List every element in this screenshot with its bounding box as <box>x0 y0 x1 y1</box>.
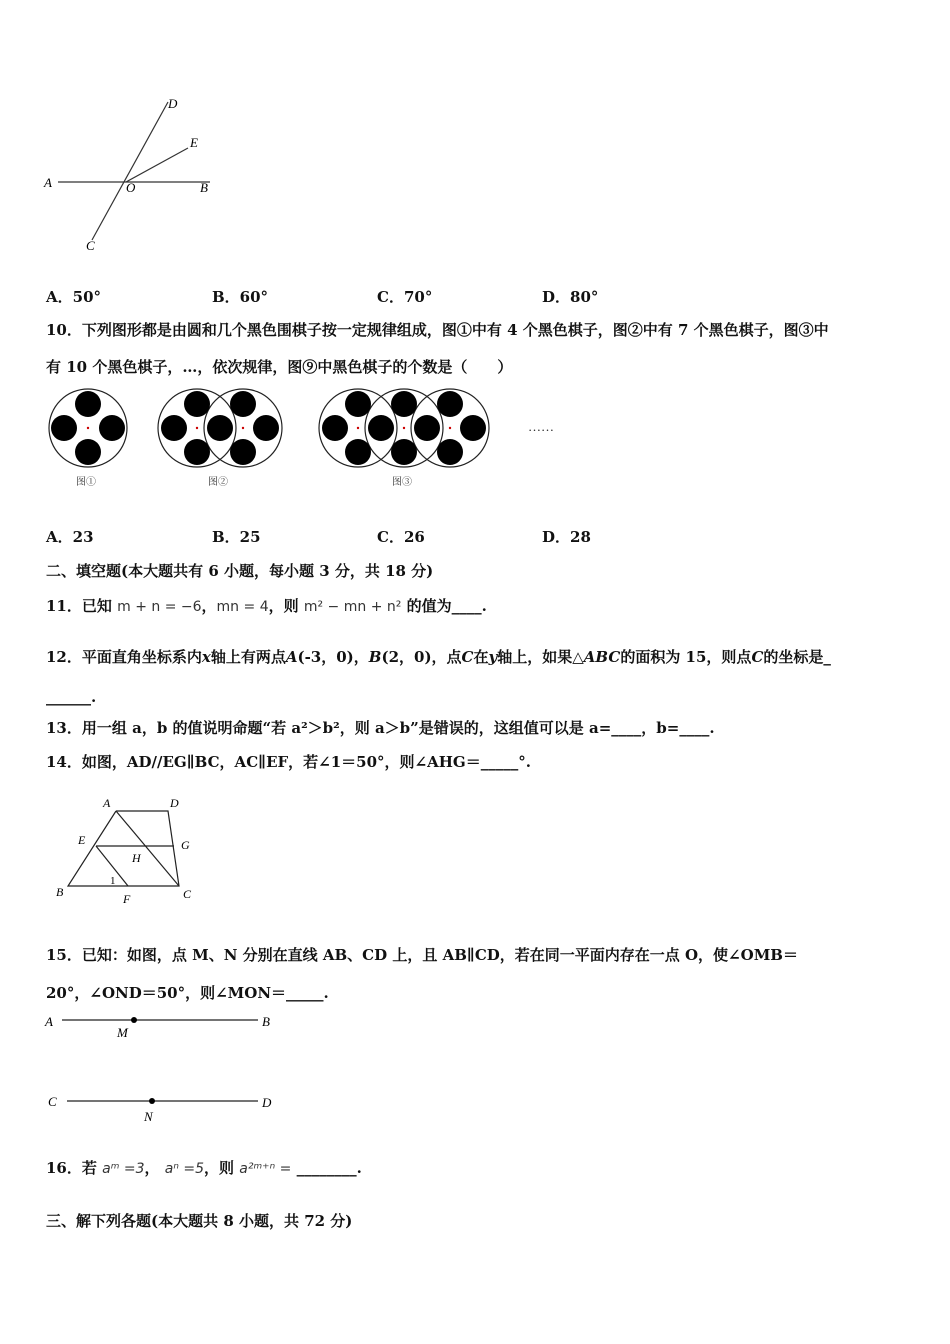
q10-text-line1: 10．下列图形都是由圆和几个黑色围棋子按一定规律组成，图①中有 4 个黑色棋子，图②中有 7 个黑色棋子，图③中 <box>46 321 829 339</box>
label-c: C <box>48 1094 57 1109</box>
label-c: C <box>183 887 192 901</box>
figure-2 <box>158 389 282 467</box>
label-n: N <box>144 1109 153 1124</box>
q16-answer-blank: ________. <box>296 1159 362 1177</box>
figure-3 <box>319 389 489 467</box>
label-a: A <box>45 1014 53 1029</box>
q13: 13．用一组 a，b 的值说明命题“若 a²＞b²，则 a＞b”是错误的，这组值可以是 a=____，b=____. <box>46 719 715 737</box>
trapezoid <box>68 811 179 886</box>
q12-line2: ______. <box>46 688 97 706</box>
section-2-heading: 二、填空题(本大题共有 6 小题，每小题 3 分，共 18 分) <box>46 562 434 580</box>
label-a: A <box>44 175 52 190</box>
figure-1 <box>49 389 127 467</box>
q10-option-b[interactable]: B．25 <box>212 528 261 546</box>
q11-mid: ，则 <box>268 597 299 615</box>
var-y: y <box>488 648 498 666</box>
q11-suffix: 的值为____. <box>406 597 487 615</box>
caption-figure-2: 图② <box>208 477 228 488</box>
q16-mid: ，则 <box>204 1159 235 1177</box>
q12-part: 在 <box>473 648 489 666</box>
q12-part: 的坐标是_ <box>763 648 831 666</box>
q11-expression: m² − mn + n² <box>303 599 402 615</box>
label-angle-1: 1 <box>110 875 116 887</box>
q9-option-a[interactable]: A．50° <box>46 288 102 306</box>
q16-prefix: 16．若 <box>46 1159 97 1177</box>
caption-figure-1: 图① <box>76 477 96 488</box>
label-b: B <box>262 1014 270 1029</box>
q12-part: (-3，0)， <box>297 648 369 666</box>
label-b: B <box>200 180 208 195</box>
triangle-abc: ABC <box>583 648 621 666</box>
q10-text-line2: 有 10 个黑色棋子，…，依次规律，图⑨中黑色棋子的个数是（ ） <box>46 358 513 376</box>
q9-option-b[interactable]: B．60° <box>212 288 269 306</box>
label-f: F <box>123 892 131 906</box>
label-d: D <box>262 1095 272 1110</box>
q14-trapezoid-figure <box>46 790 206 910</box>
q12-part: 12．平面直角坐标系内 <box>46 648 202 666</box>
q16 <box>46 1158 362 1179</box>
point-n <box>149 1098 155 1104</box>
q14-text: 14．如图，AD//EG∥BC，AC∥EF，若∠1＝50°，则∠AHG＝_____°. <box>46 753 531 771</box>
label-m: M <box>117 1025 128 1040</box>
q11-sep: ， <box>201 597 217 615</box>
ellipsis: …… <box>528 419 554 434</box>
q10-option-a[interactable]: A．23 <box>46 528 94 546</box>
q12-part: 轴上，如果△ <box>497 648 584 666</box>
q16-expr-an: aⁿ =5 <box>164 1161 205 1177</box>
label-o: O <box>126 180 136 195</box>
q9-angle-figure <box>40 92 230 257</box>
q11-condition-product: mn = 4 <box>216 599 269 615</box>
point-m <box>131 1017 137 1023</box>
var-x: x <box>201 648 211 666</box>
label-g: G <box>181 838 190 852</box>
q12-part: 轴上有两点 <box>210 648 286 666</box>
q10-option-c[interactable]: C．26 <box>377 528 425 546</box>
label-a: A <box>103 796 111 810</box>
q16-expr-am: aᵐ =3 <box>102 1161 145 1177</box>
q11-prefix: 11．已知 <box>46 597 112 615</box>
label-b: B <box>56 885 64 899</box>
q10-pattern-figure <box>40 385 580 495</box>
label-e: E <box>190 135 198 150</box>
line-cd <box>92 102 168 240</box>
label-h: H <box>132 851 141 865</box>
q9-option-d[interactable]: D．80° <box>542 288 599 306</box>
label-c: C <box>86 238 95 253</box>
q15-line2: 20°，∠OND＝50°，则∠MON＝_____. <box>46 984 329 1002</box>
label-d: D <box>168 96 178 111</box>
point-a: A <box>285 648 298 666</box>
caption-figure-3: 图③ <box>392 477 412 488</box>
section-3-heading: 三、解下列各题(本大题共 8 小题，共 72 分) <box>46 1212 353 1230</box>
label-d: D <box>170 796 179 810</box>
ray-oe <box>126 148 188 182</box>
q15-parallel-lines-figure <box>40 1008 290 1128</box>
q12-part: 的面积为 15，则点 <box>620 648 752 666</box>
q12-part: (2，0)，点 <box>381 648 462 666</box>
q11-condition-sum: m + n = −6 <box>117 599 202 615</box>
q11 <box>46 596 487 617</box>
point-c: C <box>461 648 474 666</box>
q12-line1 <box>46 647 831 667</box>
q15-line1: 15．已知：如图，点 M、N 分别在直线 AB、CD 上，且 AB∥CD，若在同一平面内存在一点 O，使∠OMB＝ <box>46 946 798 964</box>
q9-option-c[interactable]: C．70° <box>377 288 433 306</box>
point-b: B <box>368 648 382 666</box>
point-c: C <box>751 648 764 666</box>
q16-sep: ， <box>144 1159 160 1177</box>
q10-option-d[interactable]: D．28 <box>542 528 591 546</box>
label-e: E <box>78 833 86 847</box>
q16-expr-target: a²ᵐ⁺ⁿ = <box>239 1161 292 1177</box>
